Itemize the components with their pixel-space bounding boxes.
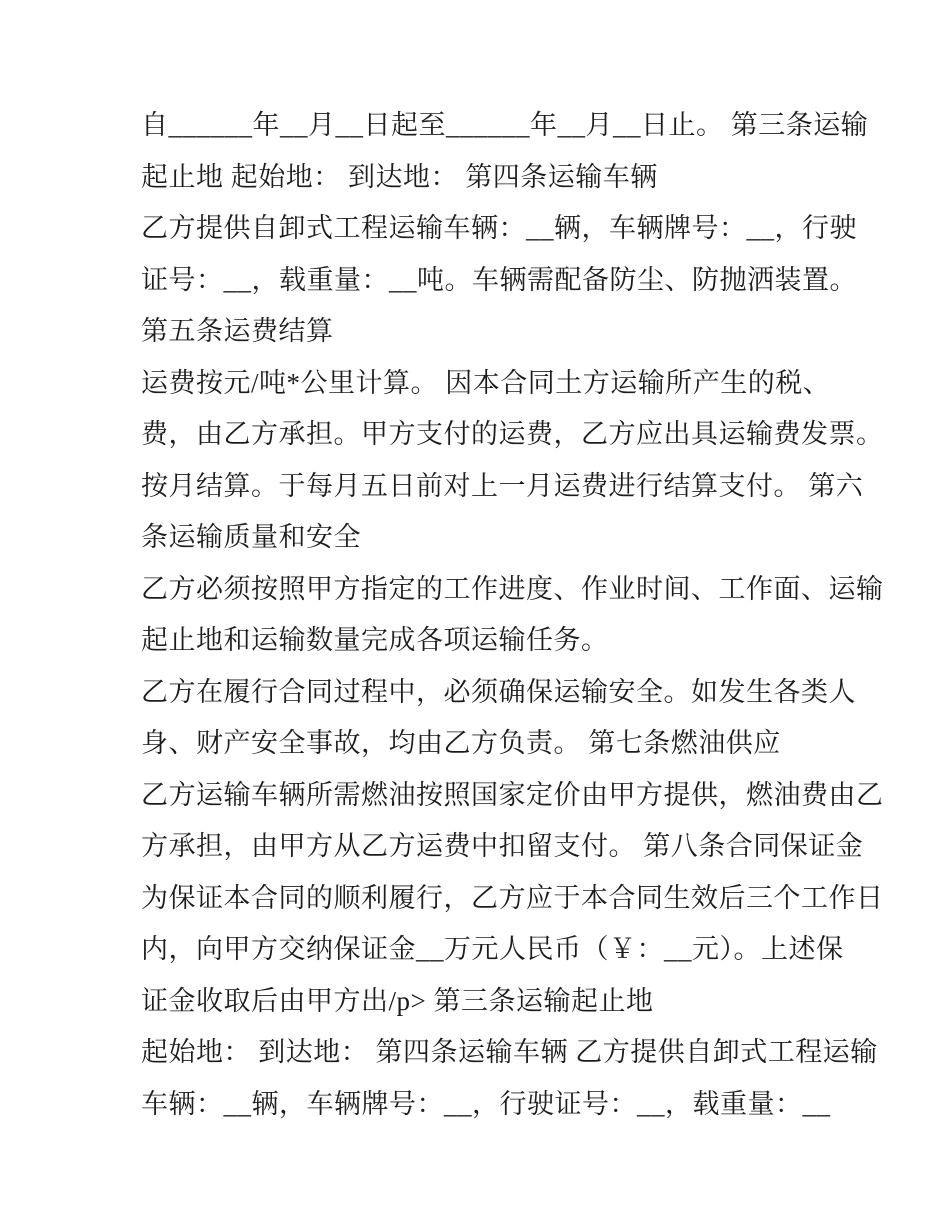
contract-line: 证金收取后由甲方出/p> 第三条运输起止地 — [141, 985, 654, 1016]
contract-line: 证号：__，载重量：__吨。车辆需配备防尘、防抛洒装置。 — [141, 264, 857, 295]
contract-line: 内，向甲方交纳保证金__万元人民币（￥：__元）。上述保 — [141, 934, 844, 964]
contract-line: 车辆：__辆，车辆牌号：__，行驶证号：__，载重量：__ — [141, 1088, 831, 1119]
contract-line: 运费按元/吨*公里计算。 因本合同土方运输所产生的税、 — [141, 367, 831, 398]
contract-line: 自______年__月__日起至______年__月__日止。 第三条运输 — [141, 110, 869, 140]
contract-line: 起始地： 到达地： 第四条运输车辆 乙方提供自卸式工程运输 — [141, 1037, 878, 1067]
contract-line: 条运输质量和安全 — [141, 522, 361, 552]
contract-text-body — [141, 100, 884, 1130]
contract-line: 乙方必须按照甲方指定的工作进度、作业时间、工作面、运输 — [141, 573, 884, 604]
contract-line: 起止地 起始地： 到达地： 第四条运输车辆 — [141, 161, 658, 192]
contract-line: 起止地和运输数量完成各项运输任务。 — [141, 625, 609, 655]
contract-line: 身、财产安全事故，均由乙方负责。 第七条燃油供应 — [141, 728, 781, 758]
contract-line: 乙方在履行合同过程中，必须确保运输安全。如发生各类人 — [141, 676, 856, 707]
contract-line: 乙方运输车辆所需燃油按照国家定价由甲方提供，燃油费由乙 — [141, 779, 884, 810]
contract-line: 第五条运费结算 — [141, 316, 334, 346]
contract-line: 乙方提供自卸式工程运输车辆：__辆，车辆牌号：__，行驶 — [141, 213, 857, 243]
contract-line: 方承担，由甲方从乙方运费中扣留支付。 第八条合同保证金 — [141, 831, 864, 861]
contract-line: 为保证本合同的顺利履行，乙方应于本合同生效后三个工作日 — [141, 882, 884, 913]
contract-line: 按月结算。于每月五日前对上一月运费进行结算支付。 第六 — [141, 470, 864, 501]
contract-line: 费，由乙方承担。甲方支付的运费，乙方应出具运输费发票。 — [141, 419, 884, 449]
